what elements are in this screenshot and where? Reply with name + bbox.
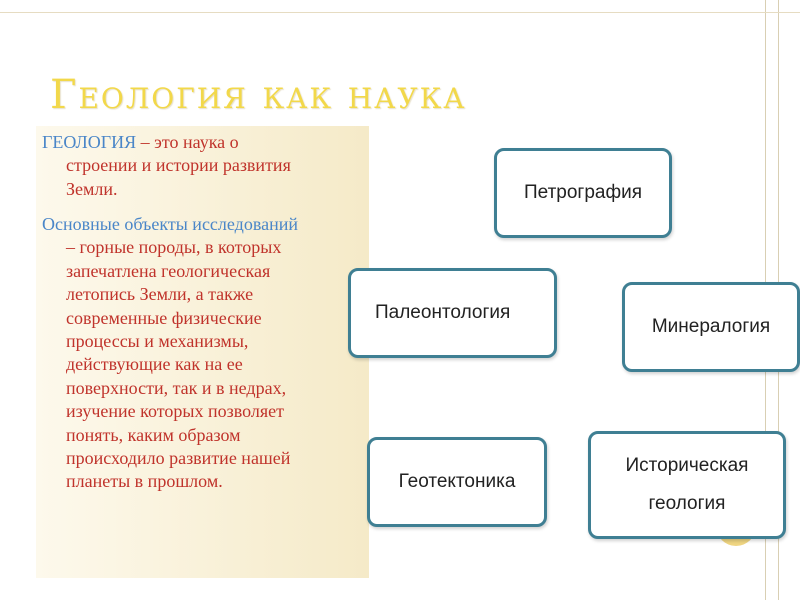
objects-line: летопись Земли, а также xyxy=(66,284,254,305)
objects-line: процессы и механизмы, xyxy=(66,331,249,352)
definition-line: строении и истории развития xyxy=(66,155,291,176)
diagram-box-historical-geology xyxy=(588,431,786,539)
diagram-box-label: Петрография xyxy=(523,182,643,203)
objects-line: понять, каким образом xyxy=(66,424,241,445)
definition-line: – это наука о xyxy=(140,132,239,152)
objects-line: – горные породы, в которых xyxy=(66,237,282,258)
diagram-box-geotectonics xyxy=(367,437,547,527)
diagram-box-label: Палеонтология xyxy=(375,302,511,323)
objects-line: действующие как на ее xyxy=(66,354,243,375)
objects-line: запечатлена геологическая xyxy=(66,260,271,281)
definition-line: Земли. xyxy=(66,178,118,199)
frame-line-top xyxy=(0,12,800,13)
definition-paragraph xyxy=(42,131,367,201)
objects-lead: Основные объекты исследований xyxy=(42,214,298,234)
objects-line: происходило развитие нашей xyxy=(66,448,291,469)
slide-title: Геология как наука xyxy=(50,72,467,118)
definition-term: ГЕОЛОГИЯ xyxy=(42,132,137,152)
objects-line: современные физические xyxy=(66,307,262,328)
objects-paragraph xyxy=(42,213,367,494)
diagram-box-petrography xyxy=(494,148,672,238)
objects-line: поверхности, так и в недрах, xyxy=(66,377,287,398)
diagram-box-label: Геотектоника xyxy=(398,471,516,492)
diagram-box-label: Минералогия xyxy=(651,316,771,337)
diagram-box-label: геология xyxy=(648,493,726,514)
diagram-box-paleontology xyxy=(348,268,557,358)
diagram-box-mineralogy xyxy=(622,282,800,372)
objects-line: изучение которых позволяет xyxy=(66,401,284,422)
diagram-box-label: Историческая xyxy=(625,455,749,476)
objects-line: планеты в прошлом. xyxy=(66,471,223,492)
